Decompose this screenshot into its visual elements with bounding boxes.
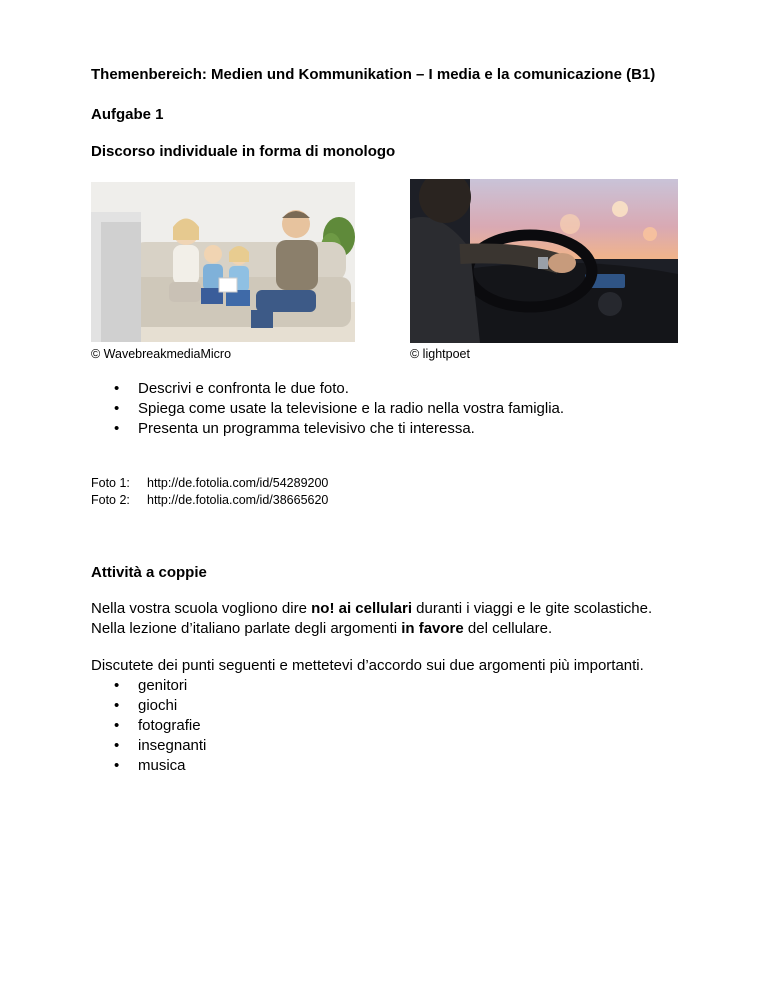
task-item-3: • Presenta un programma televisivo che ti interessa. <box>138 419 738 439</box>
discussion-points <box>138 676 538 776</box>
photo-family-tv <box>91 182 355 342</box>
photo1-credit: © WavebreakmediaMicro <box>91 347 232 361</box>
p1-text-bold: no! ai cellulari <box>311 600 412 617</box>
photo-driver <box>410 179 678 343</box>
pair-intro <box>91 599 741 639</box>
point-item-2: • giochi <box>138 696 538 716</box>
point-item-3: • fotografie <box>138 716 538 736</box>
source-label-2: Foto 2: <box>91 493 130 507</box>
p2-text-bold: in favore <box>401 620 464 637</box>
p1-text-a: Nella vostra scuola vogliono dire <box>91 600 312 617</box>
source-url-1: http://de.fotolia.com/id/54289200 <box>147 476 329 490</box>
source-row-2 <box>91 492 328 509</box>
photo2-credit: © lightpoet <box>410 347 470 361</box>
point-item-5: • musica <box>138 756 538 776</box>
pair-paragraph-1 <box>91 599 741 619</box>
discuss-instruction: Discutete dei punti seguenti e mettetevi d’accordo sui due argomenti più importanti. <box>91 657 644 674</box>
monologue-task-list <box>138 379 738 439</box>
monologue-heading: Discorso individuale in forma di monologo <box>91 143 396 160</box>
pair-paragraph-2 <box>91 619 741 639</box>
document-title: Themenbereich: Medien und Kommunikation – I media e la comunicazione (B1) <box>91 66 656 83</box>
point-item-1: • genitori <box>138 676 538 696</box>
photo-sources <box>91 475 328 509</box>
task-heading: Aufgabe 1 <box>91 106 164 123</box>
point-item-4: • insegnanti <box>138 736 538 756</box>
pair-activity-heading: Attività a coppie <box>91 564 207 581</box>
source-url-2: http://de.fotolia.com/id/38665620 <box>147 493 329 507</box>
p1-text-c: duranti i viaggi e le gite scolastiche. <box>412 600 653 617</box>
source-label-1: Foto 1: <box>91 476 130 490</box>
p2-text-c: del cellulare. <box>463 620 553 637</box>
source-row-1 <box>91 475 328 492</box>
task-item-1: • Descrivi e confronta le due foto. <box>138 379 738 399</box>
task-item-2: • Spiega come usate la televisione e la radio nella vostra famiglia. <box>138 399 738 419</box>
p2-text-a: Nella lezione d’italiano parlate degli argomenti <box>91 620 402 637</box>
